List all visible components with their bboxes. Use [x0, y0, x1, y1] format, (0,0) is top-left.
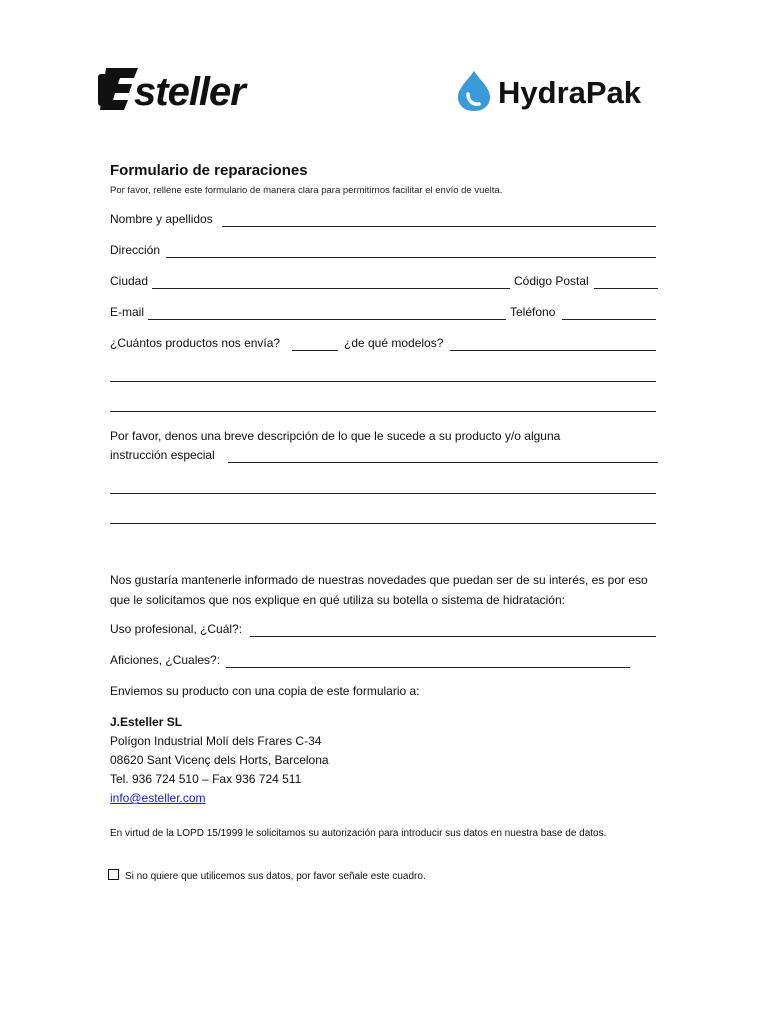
models-input-line[interactable]	[450, 350, 656, 351]
description-extra-line-1[interactable]	[110, 493, 656, 494]
description-prompt: Por favor, denos una breve descripción de lo que le sucede a su producto y/o alguna	[110, 429, 561, 443]
phone-input-line[interactable]	[562, 319, 656, 320]
email-input-line[interactable]	[148, 319, 506, 320]
send-instruction: Enviemos su producto con una copia de este formulario a:	[110, 684, 420, 698]
professional-use-line	[110, 622, 658, 636]
description-input-line[interactable]	[228, 462, 658, 463]
email-label: E-mail	[110, 305, 145, 319]
name-label: Nombre y apellidos	[110, 212, 213, 226]
models-extra-line-1[interactable]	[110, 381, 656, 382]
info-paragraph: Nos gustaría mantenerle informado de nuestras novedades que puedan ser de su interés, es por eso que le solicitamos que nos explique en qué utiliza su botella o sistema de hidratación:	[110, 573, 648, 607]
postal-input-line[interactable]	[594, 288, 658, 289]
address-phones: Tel. 936 724 510 – Fax 936 724 511	[110, 772, 302, 786]
hydrapak-logo	[456, 70, 666, 112]
address-line	[110, 243, 658, 257]
address-label: Dirección	[110, 243, 161, 257]
contact-email-link[interactable]: info@esteller.com	[110, 791, 206, 805]
products-count-label: ¿Cuántos productos nos envía?	[110, 336, 281, 350]
hobbies-label: Aficiones, ¿Cuales?:	[110, 653, 221, 667]
hobbies-line	[110, 653, 658, 667]
phone-line	[510, 305, 590, 319]
professional-use-input-line[interactable]	[250, 636, 656, 637]
description-line	[110, 448, 658, 462]
lopd-notice: En virtud de la LOPD 15/1999 le solicitamos su autorización para introducir sus datos en nuestra base de datos.	[110, 828, 607, 839]
city-input-line[interactable]	[152, 288, 510, 289]
form-subtitle: Por favor, rellene este formulario de manera clara para permitirnos facilitar el envío de vuelta.	[110, 185, 503, 196]
name-input-line[interactable]	[222, 226, 656, 227]
phone-label: Teléfono	[510, 305, 556, 319]
name-line	[110, 212, 658, 226]
professional-use-label: Uso profesional, ¿Cuál?:	[110, 622, 243, 636]
postal-label: Código Postal	[514, 274, 589, 288]
products-count-input-line[interactable]	[292, 350, 338, 351]
optout-label: Si no quiere que utilicemos sus datos, por favor señale este cuadro.	[125, 871, 426, 882]
models-line	[344, 336, 454, 350]
postal-line	[514, 274, 614, 288]
optout-row	[108, 871, 426, 882]
city-label: Ciudad	[110, 274, 149, 288]
hobbies-input-line[interactable]	[226, 667, 630, 668]
description-extra-line-2[interactable]	[110, 523, 656, 524]
company-name: J.Esteller SL	[110, 715, 183, 729]
esteller-logo	[98, 66, 272, 112]
models-label: ¿de qué modelos?	[344, 336, 444, 350]
models-extra-line-2[interactable]	[110, 411, 656, 412]
form-title: Formulario de reparaciones	[110, 162, 308, 179]
address-input-line[interactable]	[166, 257, 656, 258]
address-street: Polígon Industrial Molí dels Frares C-34	[110, 734, 322, 748]
shipping-address	[110, 713, 329, 808]
svg-text:steller: steller	[134, 70, 245, 112]
optout-checkbox[interactable]	[108, 869, 119, 880]
description-label: instrucción especial	[110, 448, 215, 462]
svg-text:HydraPak: HydraPak	[498, 75, 642, 110]
address-city: 08620 Sant Vicenç dels Horts, Barcelona	[110, 753, 329, 767]
